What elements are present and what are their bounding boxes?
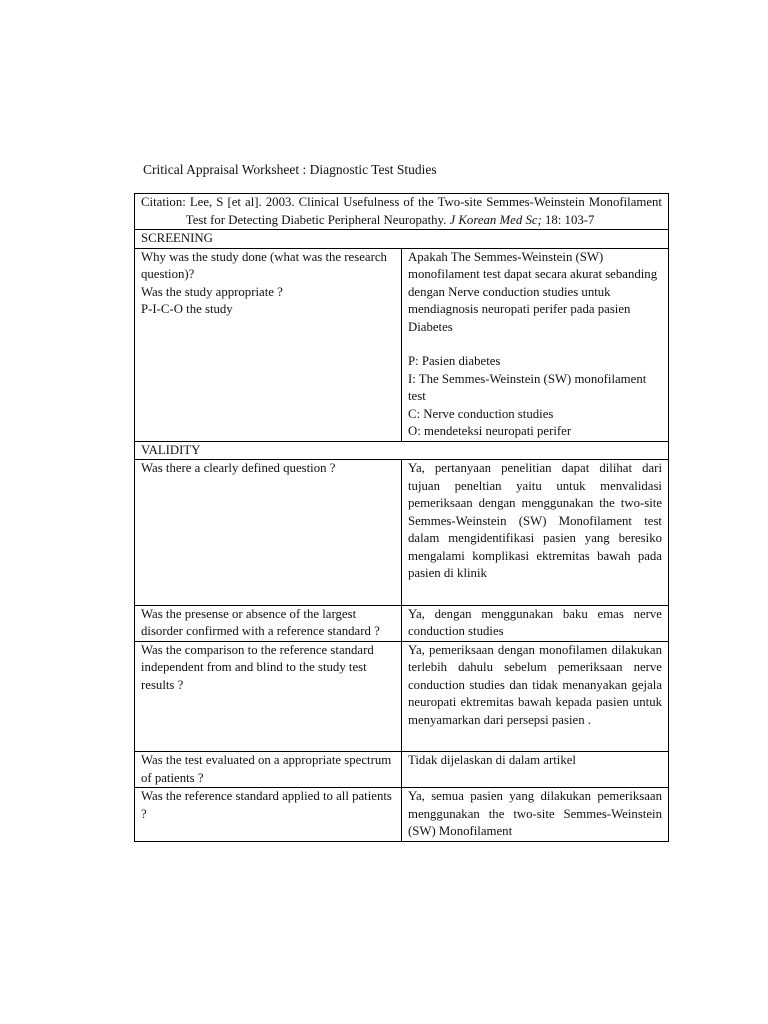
screening-answer: Apakah The Semmes-Weinstein (SW) monofilament test dapat secara akurat sebanding dengan Nerve conduction studies untuk mendiagnosis neuropati perifer pada pasien Diabetes xyxy=(408,249,658,334)
citation-volume: 18: 103-7 xyxy=(541,212,595,227)
section-heading-validity: VALIDITY xyxy=(135,441,669,460)
validity-heading-row xyxy=(135,441,669,460)
validity-answer-cell xyxy=(402,641,669,752)
spacer xyxy=(408,583,662,605)
validity-question: Was the test evaluated on a appropriate spectrum of patients ? xyxy=(135,752,402,788)
section-heading-screening: SCREENING xyxy=(135,230,669,249)
citation-main: Lee, S [et al]. 2003. Clinical Usefulness of the Two-site Semmes-Weinstein Monofilament Test for Detecting Diabetic Peripheral Neuropathy. xyxy=(185,195,662,227)
pico-item: P: Pasien diabetes xyxy=(408,354,501,368)
appraisal-table xyxy=(134,193,669,842)
screening-heading-row xyxy=(135,230,669,249)
validity-row xyxy=(135,605,669,641)
validity-answer-cell xyxy=(402,460,669,606)
pico-item: O: mendeteksi neuropati perifer xyxy=(408,424,572,438)
pico-item: C: Nerve conduction studies xyxy=(408,406,554,421)
validity-answer: Tidak dijelaskan di dalam artikel xyxy=(402,752,669,788)
screening-questions xyxy=(135,248,402,441)
pico-item: I: The Semmes-Weinstein (SW) monofilament test xyxy=(408,371,647,403)
spacer xyxy=(408,336,662,353)
citation-block xyxy=(141,194,662,229)
spacer xyxy=(408,729,662,751)
validity-row xyxy=(135,752,669,788)
validity-question: Was there a clearly defined question ? xyxy=(135,460,402,606)
validity-row xyxy=(135,460,669,606)
validity-question: Was the presense or absence of the largest disorder confirmed with a reference standard ? xyxy=(135,605,402,641)
validity-row xyxy=(135,788,669,842)
validity-question: Was the reference standard applied to all patients ? xyxy=(135,788,402,842)
screening-question: Was the study appropriate ? xyxy=(141,284,283,299)
validity-answer: Ya, pemeriksaan dengan monofilamen dilakukan terlebih dahulu sebelum pemeriksaan nerve conduction studies dan tidak menanyakan gejala neuropati ektremitas bawah kepada pasien untuk menyamarkan dari persepsi pasien . xyxy=(408,642,662,727)
screening-question: Why was the study done (what was the research question)? xyxy=(141,249,387,281)
validity-answer: Ya, dengan menggunakan baku emas nerve conduction studies xyxy=(402,605,669,641)
page-title: Critical Appraisal Worksheet : Diagnostic Test Studies xyxy=(143,162,437,177)
validity-answer: Ya, semua pasien yang dilakukan pemeriksaan menggunakan the two-site Semmes-Weinstein (SW) Monofilament xyxy=(402,788,669,842)
validity-question: Was the comparison to the reference standard independent from and blind to the study test results ? xyxy=(135,641,402,752)
citation-row xyxy=(135,194,669,230)
screening-answer-cell xyxy=(402,248,669,441)
screening-question: P-I-C-O the study xyxy=(141,302,233,316)
citation-text xyxy=(186,194,662,229)
screening-row xyxy=(135,248,669,441)
citation-cell xyxy=(135,194,669,230)
validity-row xyxy=(135,641,669,752)
validity-answer: Ya, pertanyaan penelitian dapat dilihat dari tujuan peneltian yaitu untuk menvalidasi pemeriksaan dengan menggunakan the two-site Semmes-Weinstein (SW) Monofilament test dalam mengidentifikasi pasien yang beresiko mengalami komplikasi ektremitas bawah pada pasien di klinik xyxy=(408,461,662,580)
citation-label: Citation: xyxy=(141,195,186,209)
citation-journal: J Korean Med Sc; xyxy=(449,212,542,227)
